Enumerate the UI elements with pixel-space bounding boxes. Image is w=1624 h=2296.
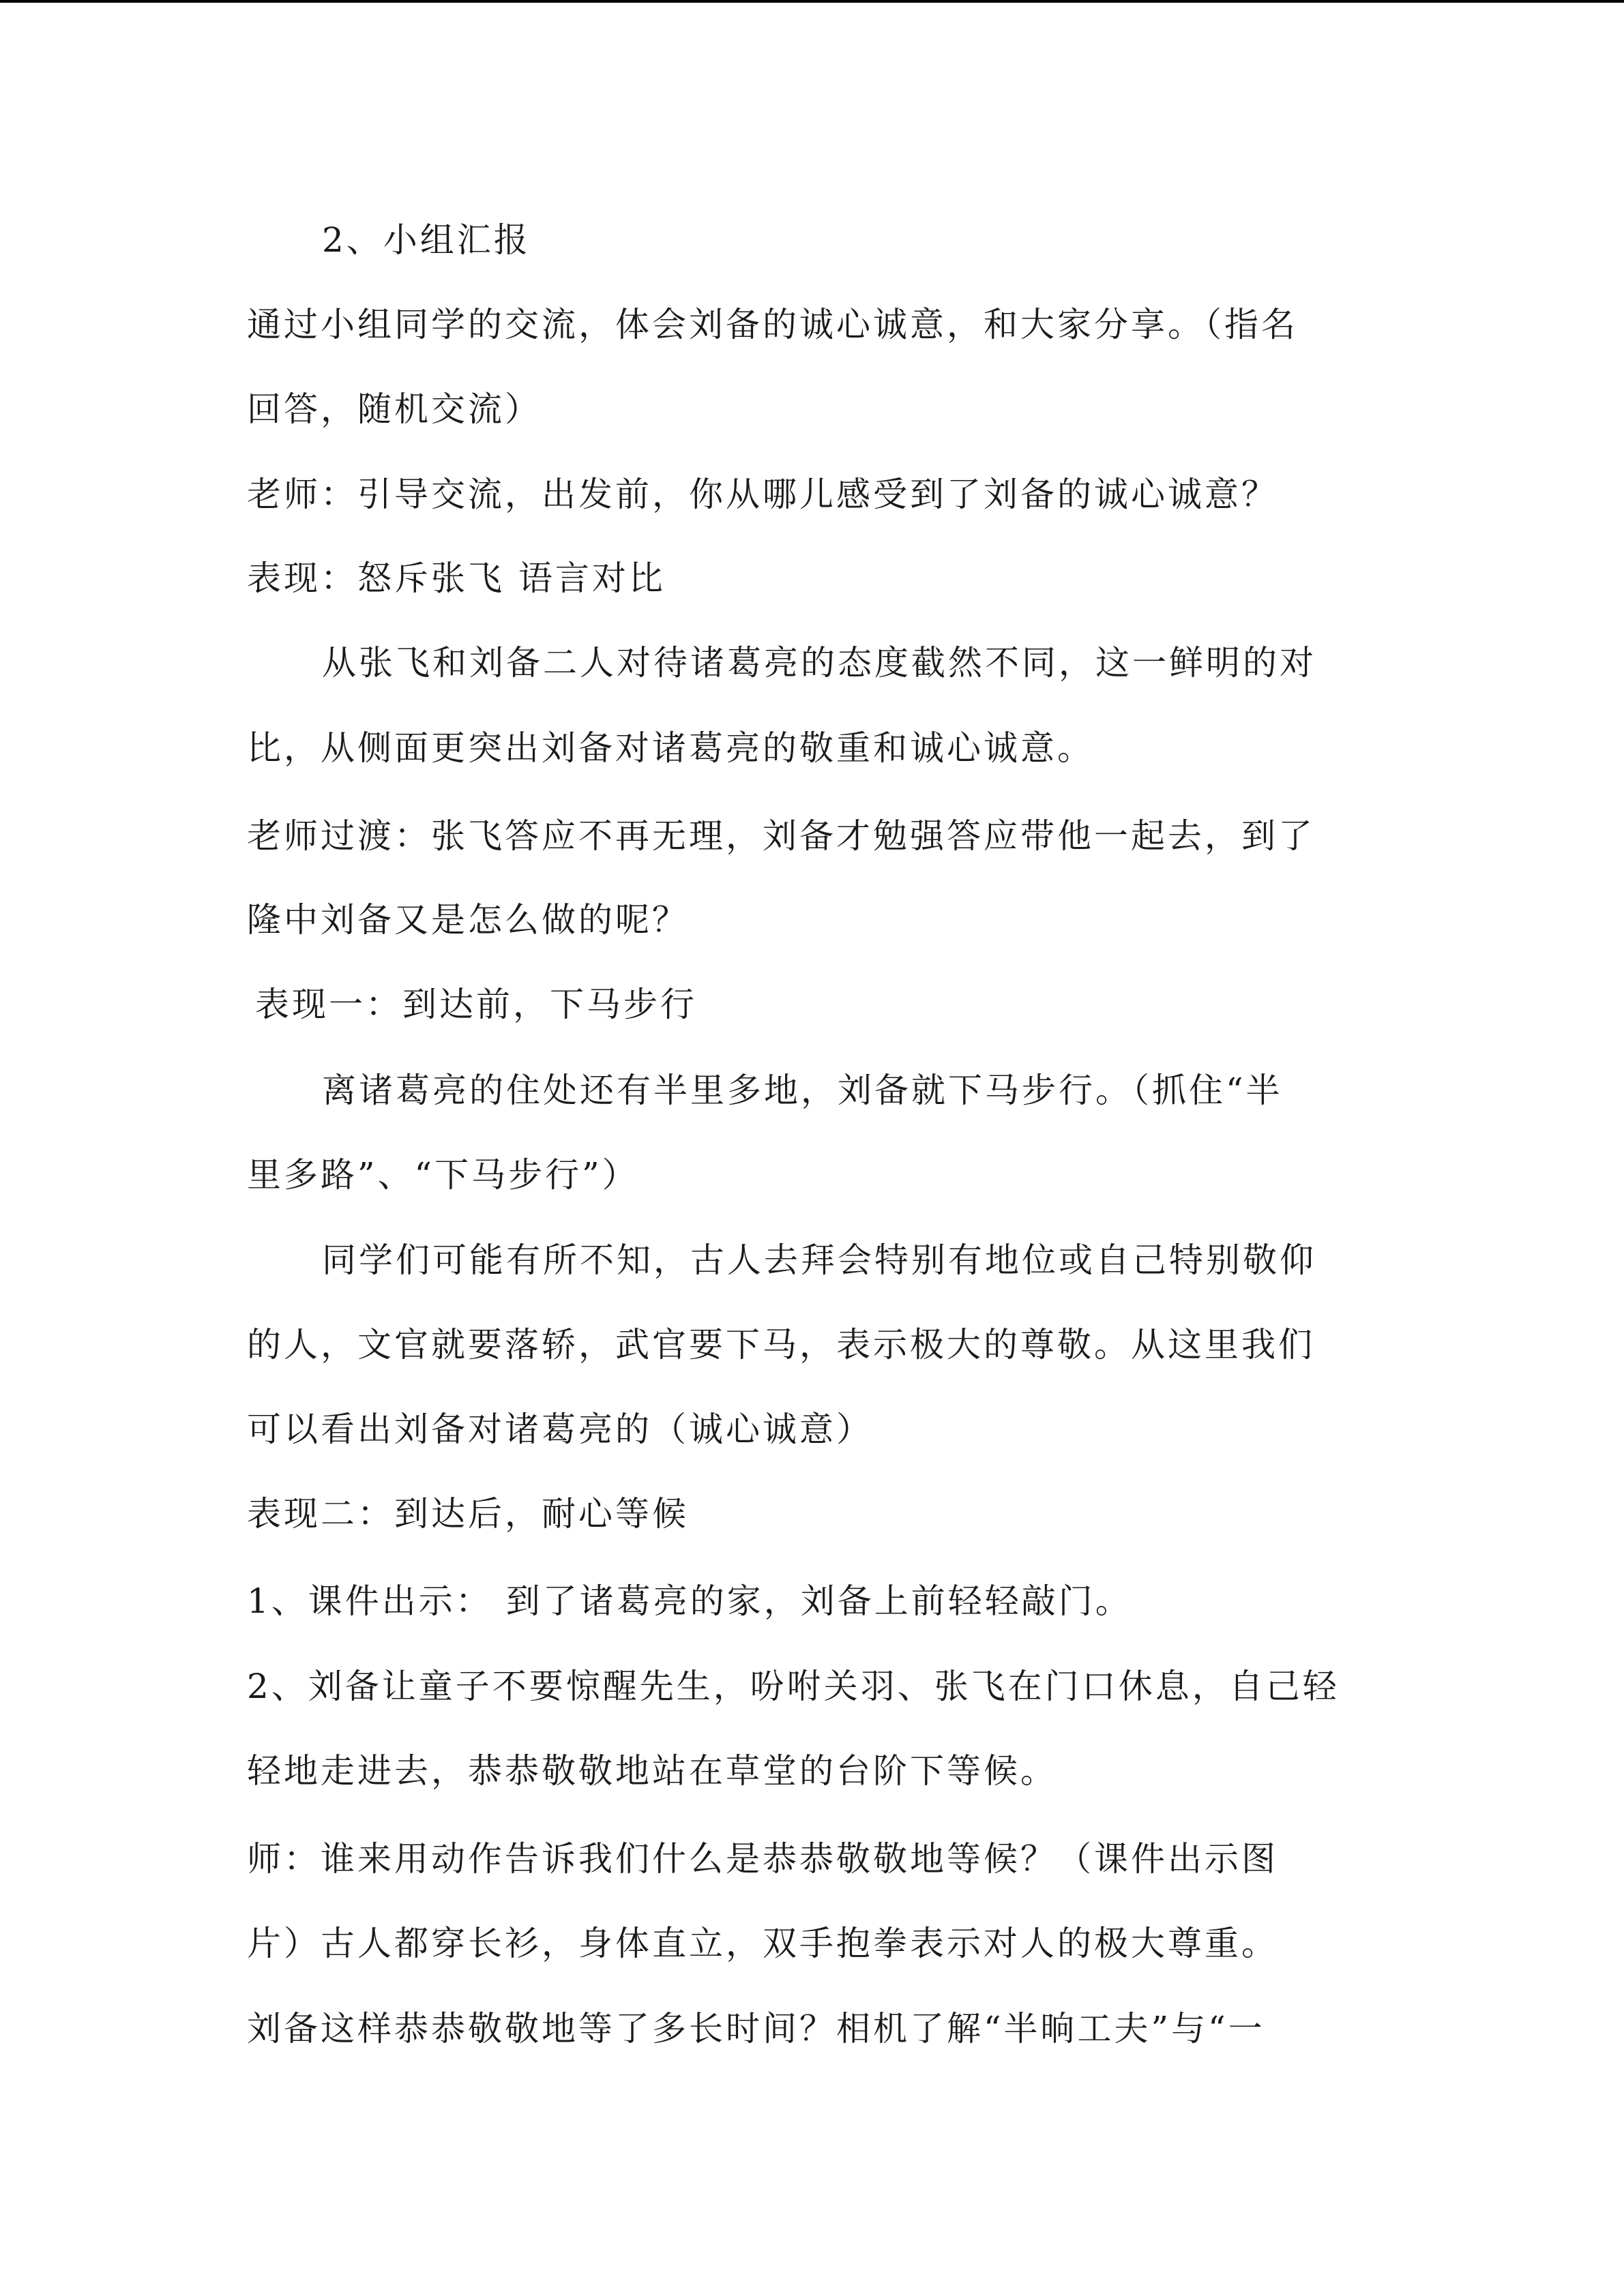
paragraph-line: 里多路”、“下马步行”） bbox=[247, 1155, 639, 1195]
paragraph-line: 离诸葛亮的住处还有半里多地，刘备就下马步行。（抓住“半 bbox=[322, 1071, 1283, 1110]
paragraph-line: 的人，文官就要落轿，武官要下马，表示极大的尊敬。从这里我们 bbox=[247, 1325, 1315, 1365]
paragraph-line: 2、刘备让童子不要惊醒先生，吩咐关羽、张飞在门口休息，自己轻 bbox=[247, 1667, 1340, 1706]
paragraph-line: 表现二：到达后，耐心等候 bbox=[247, 1494, 689, 1534]
paragraph-line: 从张飞和刘备二人对待诸葛亮的态度截然不同，这一鲜明的对 bbox=[322, 643, 1316, 683]
paragraph-line: 刘备这样恭恭敬敬地等了多长时间？相机了解“半晌工夫”与“一 bbox=[247, 2009, 1265, 2048]
paragraph-line: 师：谁来用动作告诉我们什么是恭恭敬敬地等候？（课件出示图 bbox=[247, 1839, 1278, 1879]
paragraph-line: 老师：引导交流，出发前，你从哪儿感受到了刘备的诚心诚意？ bbox=[247, 475, 1278, 514]
section-heading: 2、小组汇报 bbox=[322, 220, 531, 260]
paragraph-line: 1、课件出示： 到了诸葛亮的家，刘备上前轻轻敲门。 bbox=[247, 1581, 1132, 1621]
paragraph-line: 表现：怒斥张飞 语言对比 bbox=[247, 558, 666, 598]
paragraph-line: 隆中刘备又是怎么做的呢？ bbox=[247, 900, 689, 940]
paragraph-line: 轻地走进去，恭恭敬敬地站在草堂的台阶下等候。 bbox=[247, 1751, 1057, 1791]
paragraph-line: 老师过渡：张飞答应不再无理，刘备才勉强答应带他一起去，到了 bbox=[247, 816, 1315, 856]
paragraph-line: 表现一：到达前，下马步行 bbox=[255, 985, 697, 1024]
paragraph-line: 回答，随机交流） bbox=[247, 389, 542, 429]
paragraph-line: 比，从侧面更突出刘备对诸葛亮的敬重和诚心诚意。 bbox=[247, 728, 1094, 768]
document-page bbox=[247, 0, 1379, 2296]
paragraph-line: 同学们可能有所不知，古人去拜会特别有地位或自己特别敬仰 bbox=[322, 1240, 1316, 1280]
paragraph-line: 通过小组同学的交流，体会刘备的诚心诚意，和大家分享。（指名 bbox=[247, 305, 1298, 344]
paragraph-line: 可以看出刘备对诸葛亮的（诚心诚意） bbox=[247, 1410, 873, 1449]
paragraph-line: 片）古人都穿长衫，身体直立，双手抱拳表示对人的极大尊重。 bbox=[247, 1924, 1278, 1963]
